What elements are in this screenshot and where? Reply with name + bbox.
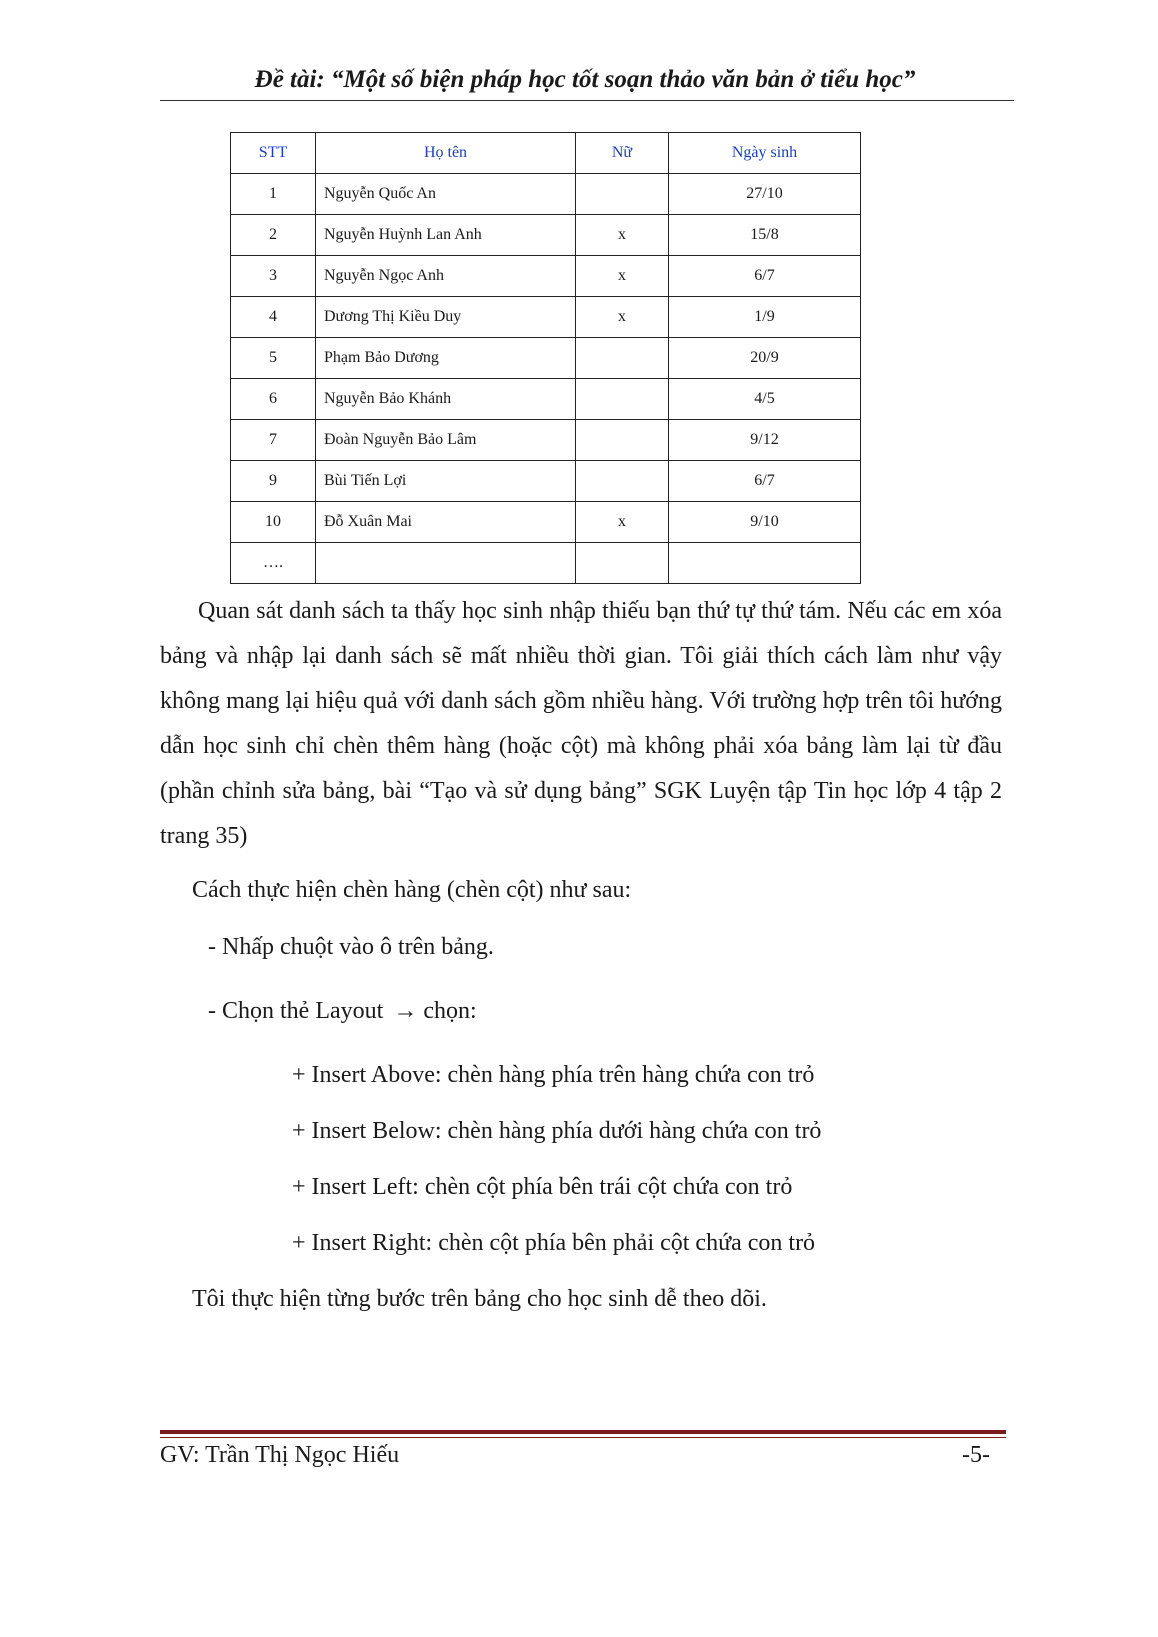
table-row xyxy=(231,502,861,543)
table-row xyxy=(231,338,861,379)
table-row xyxy=(231,461,861,502)
step-choose-layout xyxy=(208,989,1050,1034)
cell-female xyxy=(576,543,669,584)
table-row xyxy=(231,543,861,584)
cell-name: Đoàn Nguyễn Bảo Lâm xyxy=(316,420,576,461)
header-female: Nữ xyxy=(576,133,669,174)
step-choose-layout-text: - Chọn thẻ Layout xyxy=(208,998,384,1024)
header-divider xyxy=(160,100,1014,101)
cell-female: x xyxy=(576,215,669,256)
cell-birthdate: 20/9 xyxy=(669,338,861,379)
cell-stt: 1 xyxy=(231,174,316,215)
cell-name xyxy=(316,543,576,584)
right-arrow-icon: → xyxy=(393,998,418,1024)
footer-author: GV: Trần Thị Ngọc Hiếu xyxy=(160,1442,400,1468)
table-header-row xyxy=(231,133,861,174)
paragraph-explanation: Quan sát danh sách ta thấy học sinh nhập thiếu bạn thứ tự thứ tám. Nếu các em xóa bảng và nhập lại danh sách sẽ mất nhiều thời gian. Tôi giải thích cách làm như vậy không mang lại hiệu quả với danh sách gồm nhiều hàng. Với trường hợp trên tôi hướng dẫn học sinh chỉ chèn thêm hàng (hoặc cột) mà không phải xóa bảng làm lại từ đầu (phần chỉnh sửa bảng, bài “Tạo và sử dụng bảng” SGK Luyện tập Tin học lớp 4 tập 2 trang 35) xyxy=(160,598,1002,849)
paragraph-closing: Tôi thực hiện từng bước trên bảng cho học sinh dễ theo dõi. xyxy=(192,1286,767,1312)
cell-birthdate xyxy=(669,543,861,584)
cell-stt: 2 xyxy=(231,215,316,256)
page-number: -5- xyxy=(962,1442,990,1468)
cell-stt: 6 xyxy=(231,379,316,420)
cell-stt: 7 xyxy=(231,420,316,461)
cell-birthdate: 1/9 xyxy=(669,297,861,338)
cell-female: x xyxy=(576,502,669,543)
cell-name: Dương Thị Kiều Duy xyxy=(316,297,576,338)
cell-name: Nguyễn Quốc An xyxy=(316,174,576,215)
option-insert-left: + Insert Left: chèn cột phía bên trái cột chứa con trỏ xyxy=(292,1174,793,1200)
table-row xyxy=(231,256,861,297)
cell-birthdate: 6/7 xyxy=(669,256,861,297)
cell-female xyxy=(576,461,669,502)
header-birthdate: Ngày sinh xyxy=(669,133,861,174)
cell-birthdate: 9/10 xyxy=(669,502,861,543)
header-stt: STT xyxy=(231,133,316,174)
cell-stt: 3 xyxy=(231,256,316,297)
cell-birthdate: 4/5 xyxy=(669,379,861,420)
cell-name: Nguyễn Huỳnh Lan Anh xyxy=(316,215,576,256)
cell-female xyxy=(576,379,669,420)
cell-birthdate: 9/12 xyxy=(669,420,861,461)
table-row xyxy=(231,420,861,461)
cell-female xyxy=(576,420,669,461)
cell-name: Nguyễn Ngọc Anh xyxy=(316,256,576,297)
cell-female xyxy=(576,174,669,215)
table-row xyxy=(231,174,861,215)
document-title: Đề tài: “Một số biện pháp học tốt soạn thảo văn bản ở tiểu học” xyxy=(254,66,916,93)
option-insert-below: + Insert Below: chèn hàng phía dưới hàng chứa con trỏ xyxy=(292,1118,822,1144)
option-insert-right: + Insert Right: chèn cột phía bên phải cột chứa con trỏ xyxy=(292,1230,816,1256)
cell-stt: 4 xyxy=(231,297,316,338)
cell-birthdate: 6/7 xyxy=(669,461,861,502)
table-row xyxy=(231,215,861,256)
cell-stt: 5 xyxy=(231,338,316,379)
header-name: Họ tên xyxy=(316,133,576,174)
cell-name: Đỗ Xuân Mai xyxy=(316,502,576,543)
cell-name: Phạm Bảo Dương xyxy=(316,338,576,379)
option-insert-above: + Insert Above: chèn hàng phía trên hàng chứa con trỏ xyxy=(292,1062,815,1088)
cell-stt: …. xyxy=(231,543,316,584)
cell-stt: 9 xyxy=(231,461,316,502)
cell-female: x xyxy=(576,297,669,338)
cell-name: Nguyễn Bảo Khánh xyxy=(316,379,576,420)
table-row xyxy=(231,379,861,420)
cell-female xyxy=(576,338,669,379)
footer-divider-thick xyxy=(160,1430,1006,1434)
cell-name: Bùi Tiến Lợi xyxy=(316,461,576,502)
student-table xyxy=(230,132,861,584)
table-row xyxy=(231,297,861,338)
cell-stt: 10 xyxy=(231,502,316,543)
paragraph-intro: Cách thực hiện chèn hàng (chèn cột) như sau: xyxy=(192,877,632,903)
step-choose-layout-suffix: chọn: xyxy=(423,998,477,1024)
cell-female: x xyxy=(576,256,669,297)
step-click-cell: - Nhấp chuột vào ô trên bảng. xyxy=(208,934,494,960)
cell-birthdate: 27/10 xyxy=(669,174,861,215)
footer-divider-thin xyxy=(160,1437,1006,1438)
cell-birthdate: 15/8 xyxy=(669,215,861,256)
